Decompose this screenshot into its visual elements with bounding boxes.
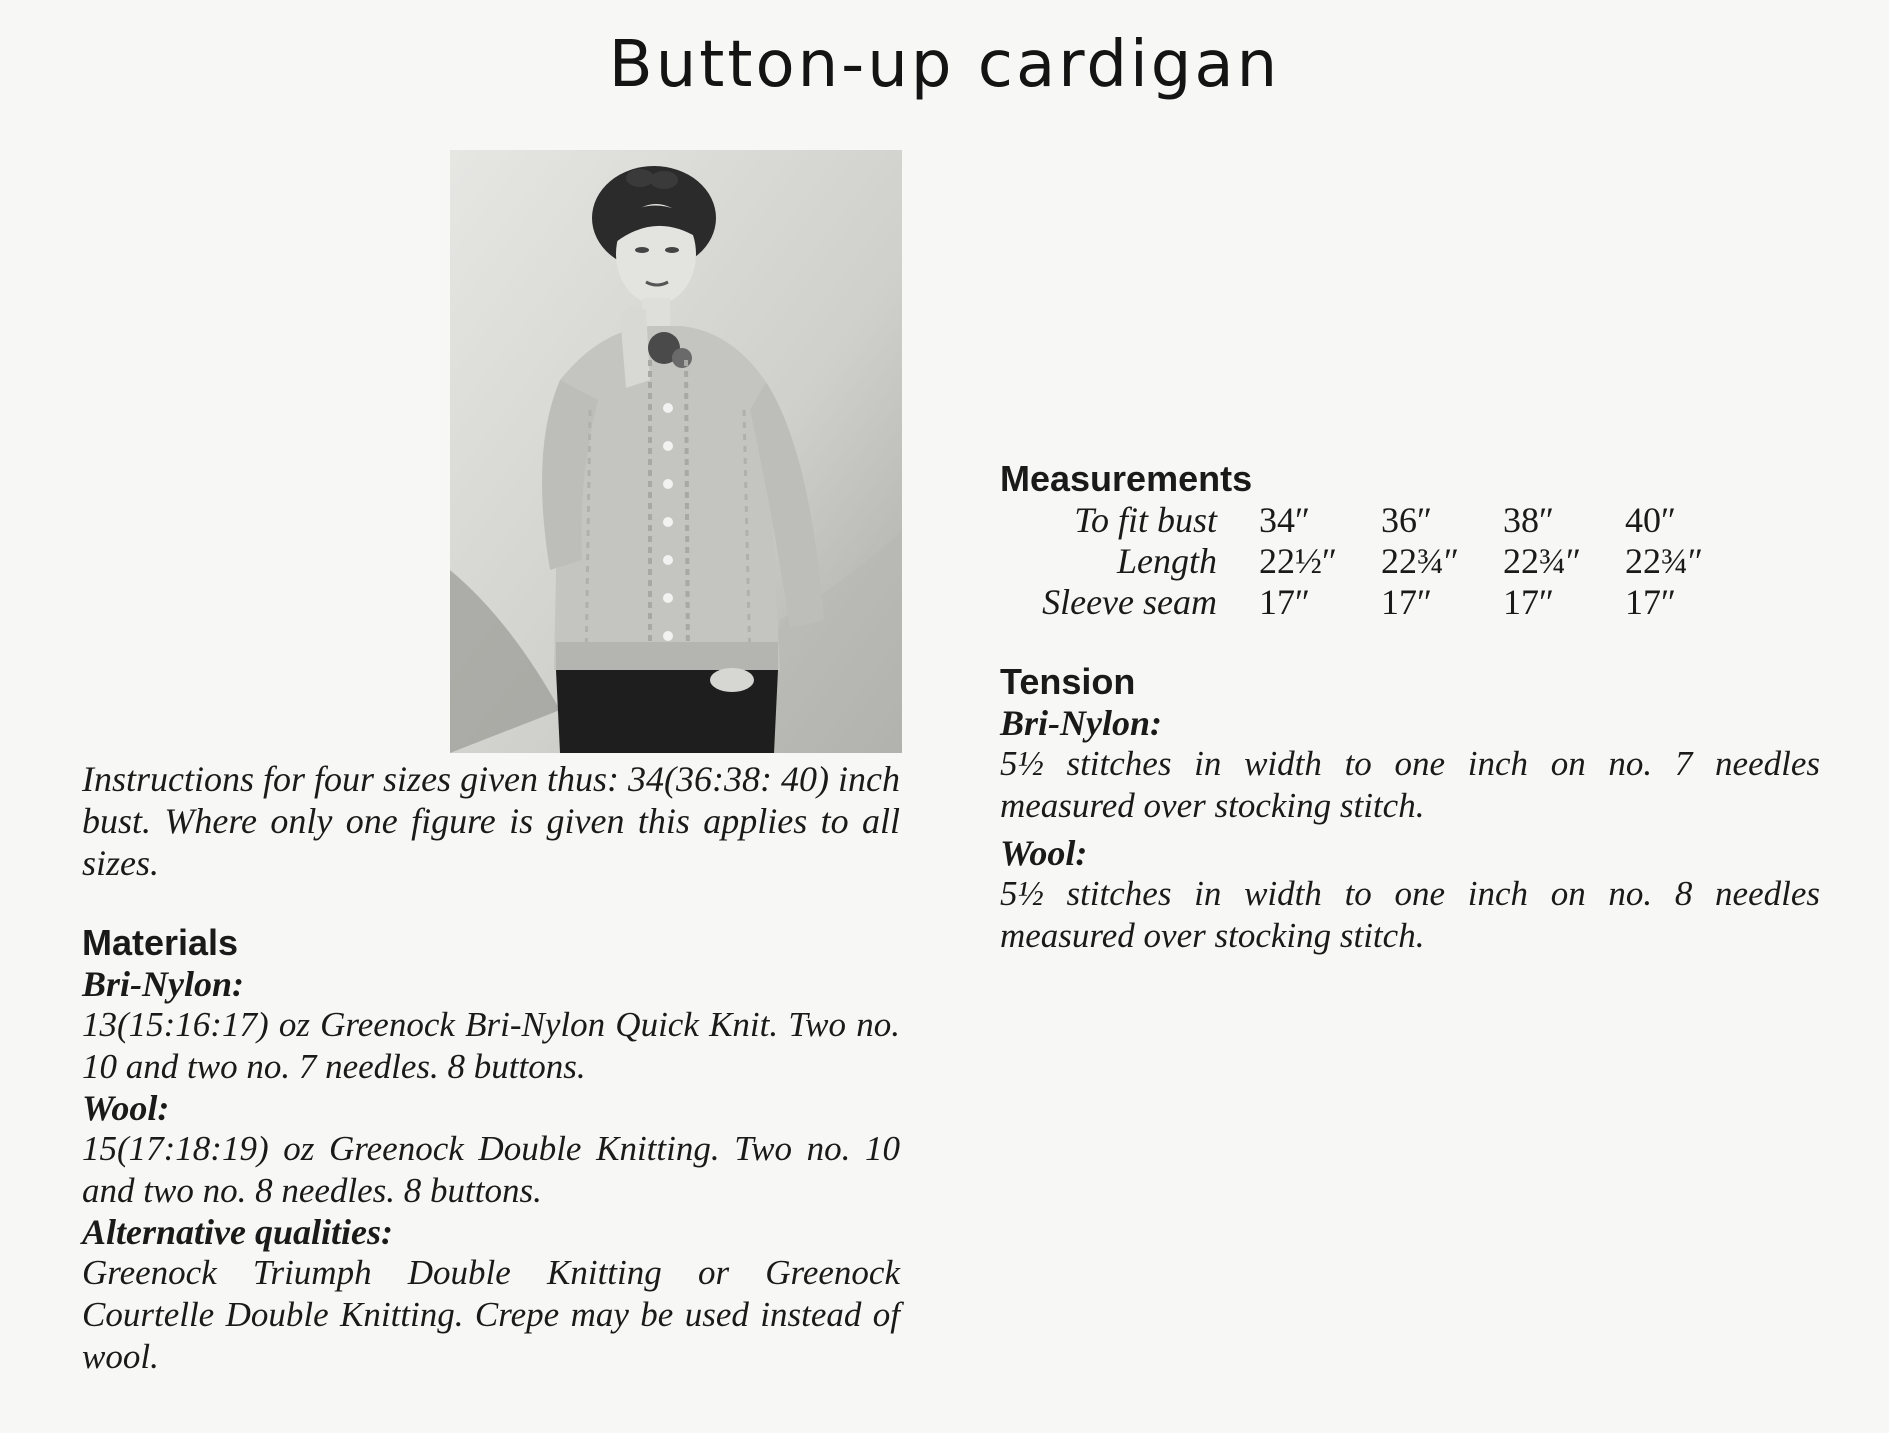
tension-bri-nylon-label: Bri-Nylon: [1000,703,1162,743]
row-label: Sleeve seam [1042,582,1217,622]
materials-wool-label: Wool: [82,1088,170,1128]
tension-wool-text: 5½ stitches in width to one inch on no. 8 needles measured over stocking stitch. [1000,874,1820,955]
cardigan-photo [450,150,902,753]
materials-alternative-text: Greenock Triumph Double Knitting or Greenock Courtelle Double Knitting. Crepe may be used instead of wool. [82,1253,900,1376]
photo-illustration [450,150,902,753]
tension-bri-nylon-text: 5½ stitches in width to one inch on no. 7 needles measured over stocking stitch. [1000,744,1820,825]
value-cell: 38″ [1503,500,1554,540]
value-cell: 17″ [1381,582,1432,622]
measurements-heading: Measurements [1000,458,1253,499]
size-instructions: Instructions for four sizes given thus: 34(36:38: 40) inch bust. Where only one figure is given this applies to all sizes. [82,759,900,883]
value-cell: 22½″ [1259,541,1337,581]
page-title: Button-up cardigan [608,28,1281,102]
value-cell: 36″ [1381,500,1432,540]
value-cell: 40″ [1625,500,1676,540]
measurement-row-length [1005,541,1747,582]
measurement-row-bust [1005,500,1747,541]
materials-bri-nylon-label: Bri-Nylon: [82,964,244,1004]
value-cell: 22¾″ [1625,541,1703,581]
right-column [1000,458,1820,957]
materials-alternative-label: Alternative qualities: [82,1212,393,1252]
left-column [82,758,900,1378]
value-cell: 34″ [1259,500,1310,540]
row-label: Length [1116,541,1217,581]
value-cell: 17″ [1625,582,1676,622]
materials-bri-nylon-text: 13(15:16:17) oz Greenock Bri-Nylon Quick Knit. Two no. 10 and two no. 7 needles. 8 buttons. [82,1005,900,1086]
row-label: To fit bust [1074,500,1217,540]
value-cell: 17″ [1503,582,1554,622]
materials-heading: Materials [82,922,239,963]
value-cell: 22¾″ [1503,541,1581,581]
value-cell: 17″ [1259,582,1310,622]
tension-wool-label: Wool: [1000,833,1088,873]
measurements-table [1005,500,1747,623]
value-cell: 22¾″ [1381,541,1459,581]
measurement-row-sleeve [1005,582,1747,623]
tension-heading: Tension [1000,661,1136,702]
materials-wool-text: 15(17:18:19) oz Greenock Double Knitting. Two no. 10 and two no. 8 needles. 8 buttons. [82,1129,900,1210]
